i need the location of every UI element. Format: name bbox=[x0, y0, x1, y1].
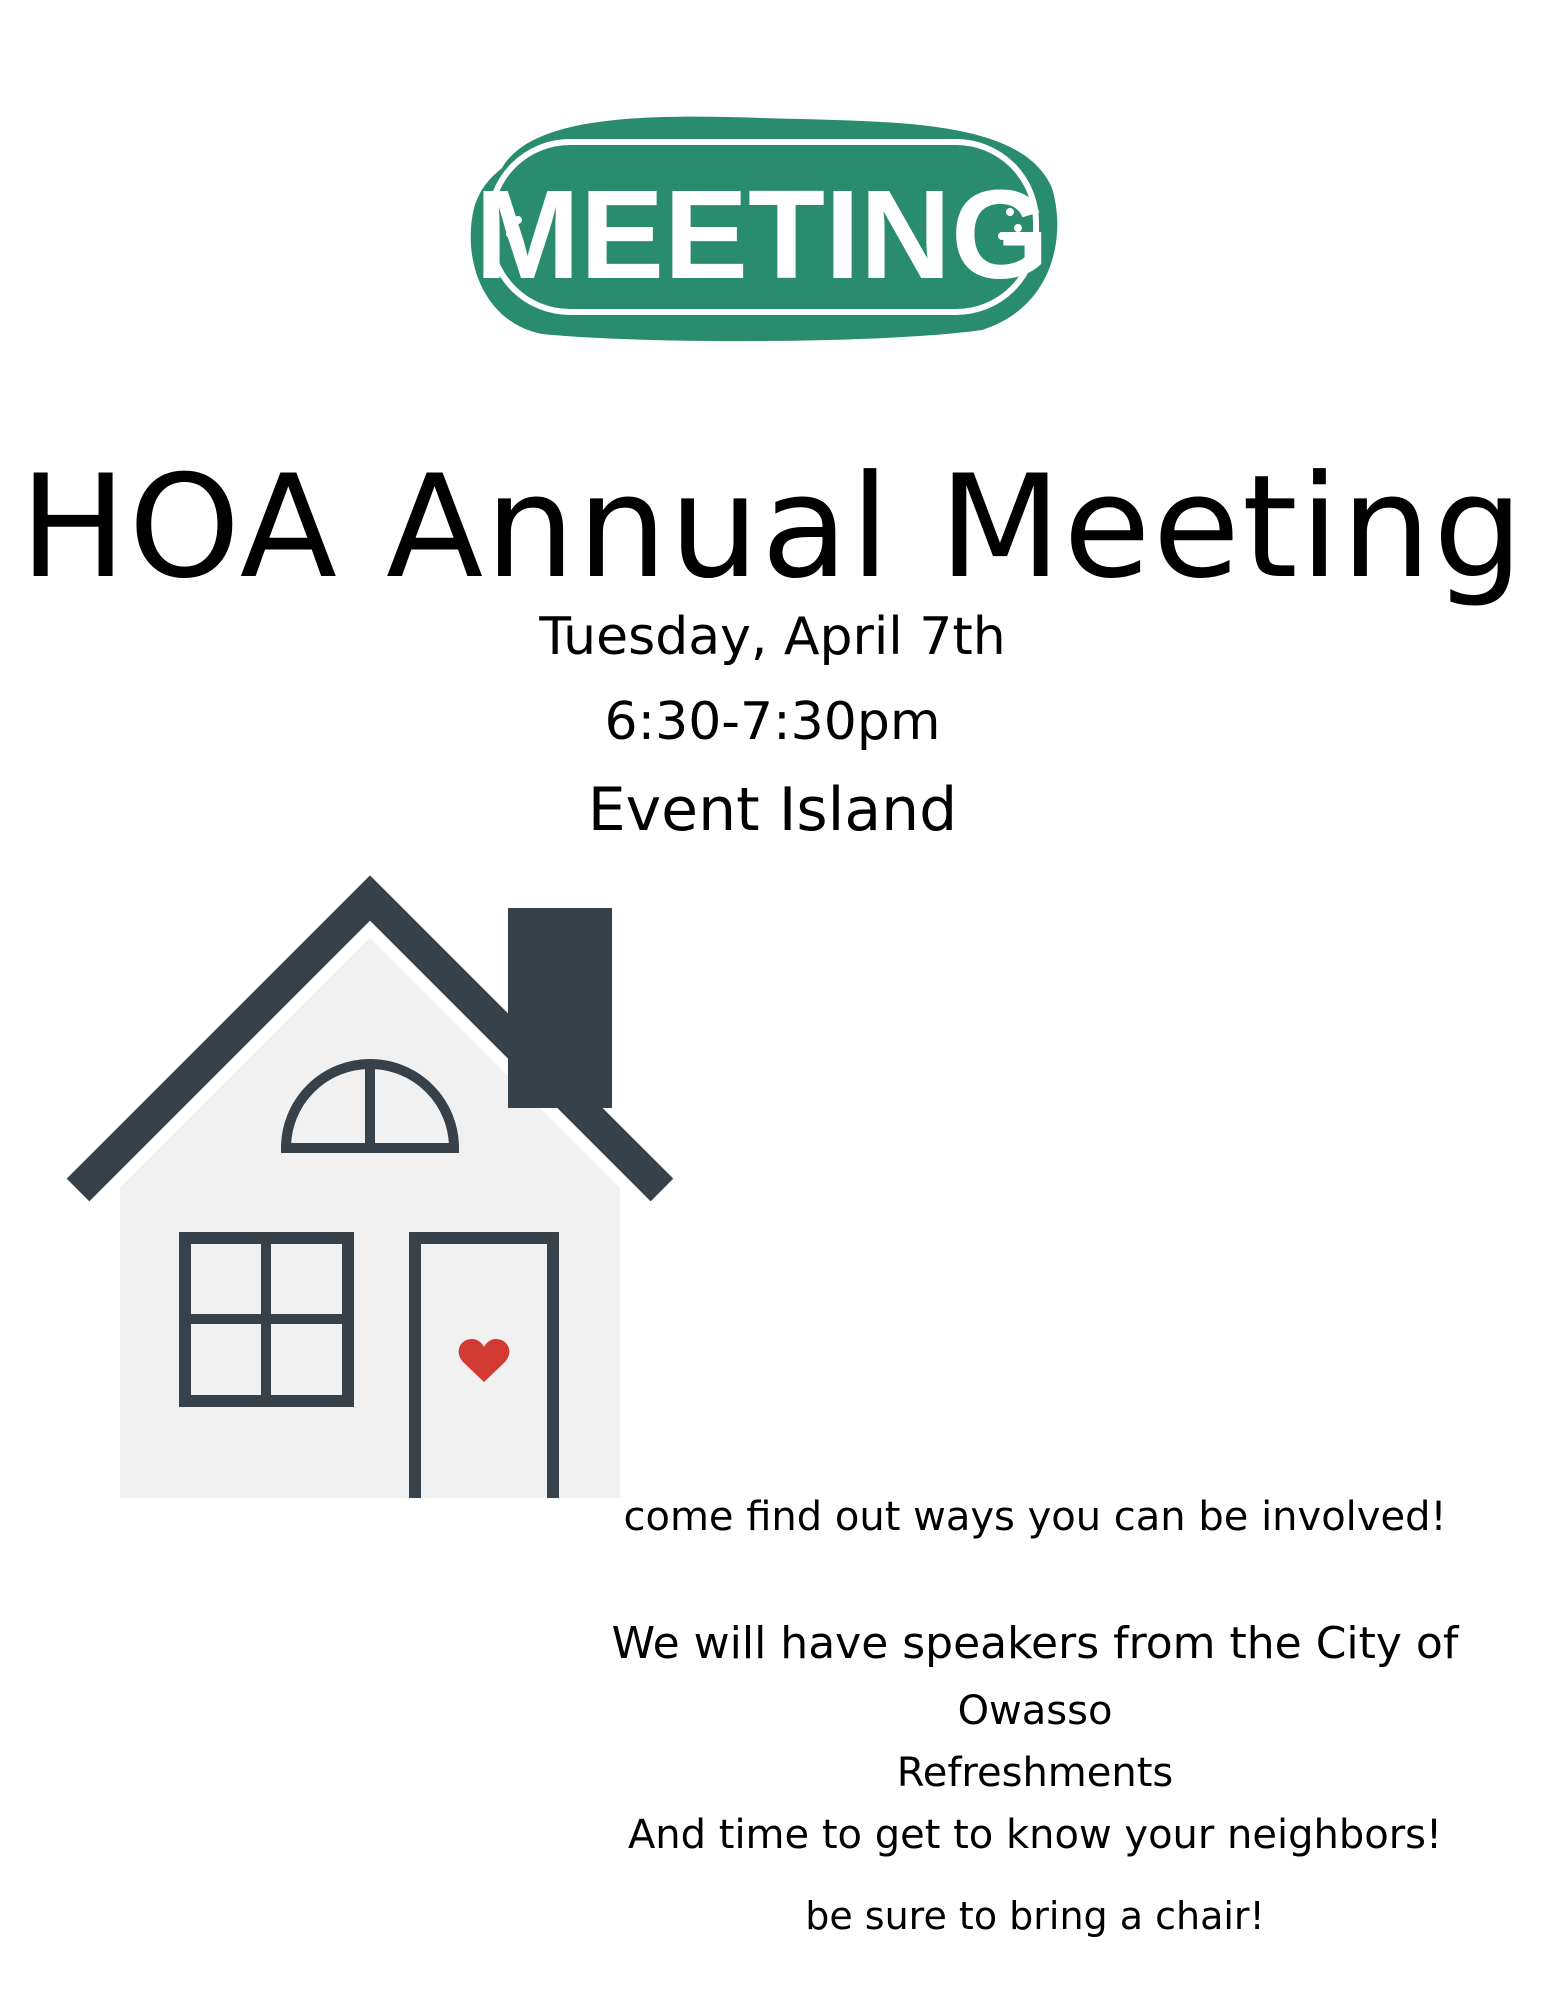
event-location: Event Island bbox=[587, 775, 958, 845]
detail-neighbors: And time to get to know your neighbors! bbox=[627, 1812, 1443, 1858]
detail-speakers: We will have speakers from the City of bbox=[611, 1618, 1459, 1669]
event-time: 6:30-7:30pm bbox=[604, 692, 941, 752]
page-title: HOA Annual Meeting bbox=[19, 445, 1526, 610]
detail-city: Owasso bbox=[957, 1688, 1113, 1734]
detail-chair: be sure to bring a chair! bbox=[805, 1894, 1265, 1938]
meeting-badge-text: MEETING bbox=[474, 164, 1050, 305]
meeting-badge bbox=[462, 108, 1062, 344]
house-icon bbox=[60, 852, 680, 1498]
detail-refreshments: Refreshments bbox=[896, 1750, 1174, 1796]
detail-involved: come find out ways you can be involved! bbox=[623, 1494, 1447, 1540]
meeting-badge-graphic bbox=[462, 108, 1062, 344]
event-date: Tuesday, April 7th bbox=[539, 607, 1006, 667]
